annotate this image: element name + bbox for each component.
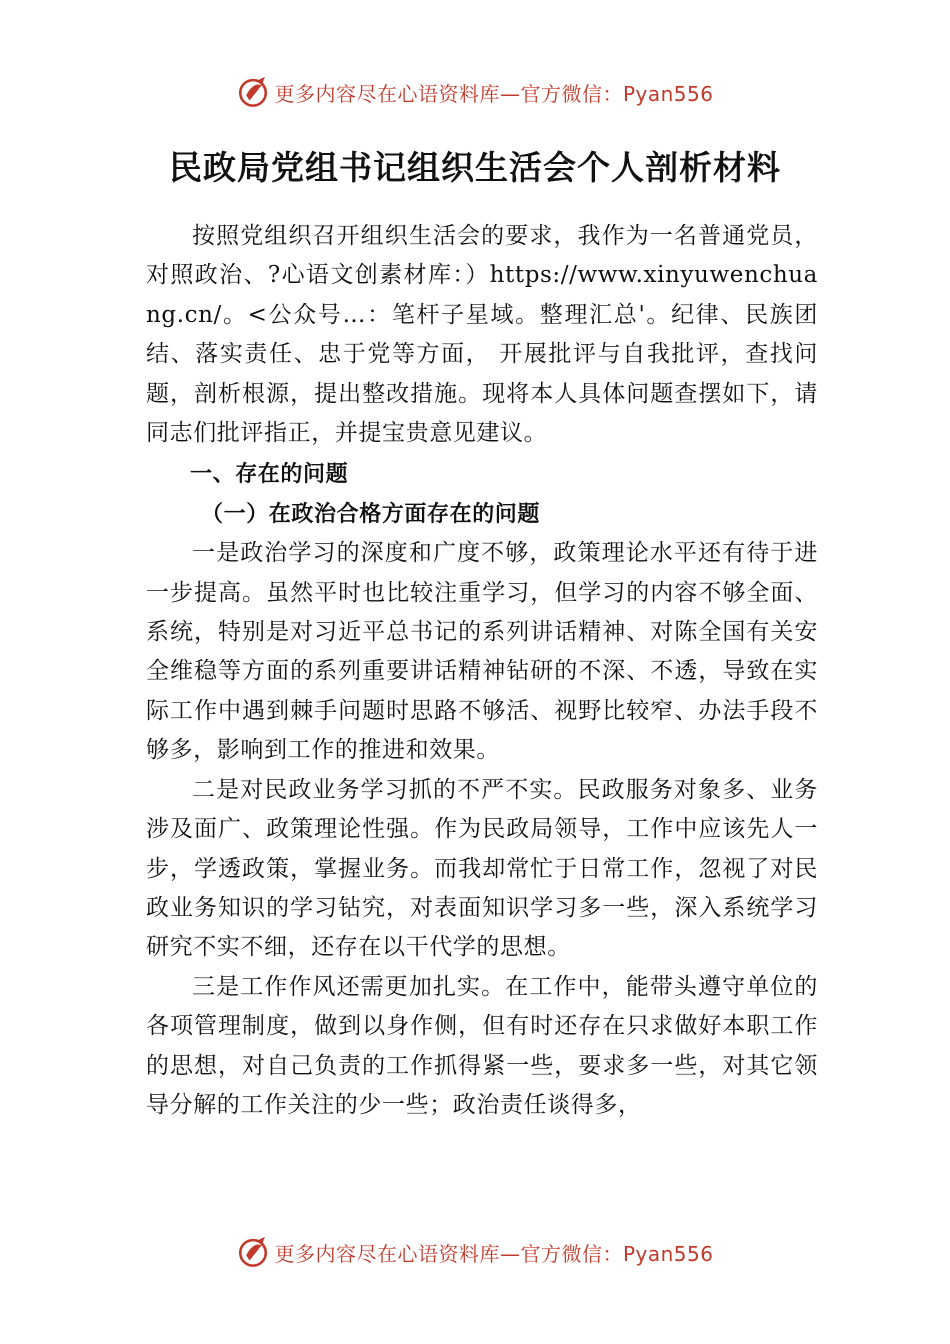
logo-icon bbox=[236, 75, 270, 109]
header-watermark-text: 更多内容尽在心语资料库—官方微信：Pyan556 bbox=[274, 81, 714, 106]
document-body bbox=[146, 217, 818, 1125]
document-title: 民政局党组书记组织生活会个人剖析材料 bbox=[169, 148, 781, 187]
section-heading: 一、存在的问题 bbox=[190, 462, 349, 488]
footer-watermark-text: 更多内容尽在心语资料库—官方微信：Pyan556 bbox=[274, 1241, 714, 1266]
footer-watermark bbox=[0, 1232, 950, 1272]
intro-paragraph: 按照党组织召开组织生活会的要求，我作为一名普通党员，对照政治、?心语文创素材库：）https://www.xinyuwenchuang.cn/。<公众号…：笔杆子星域。整理汇总'。纪律、民族团结、落实责任、忠于党等方面， 开展批评与自我批评，查找问题，剖析根源，提出整改措施。现将本人具体问题查摆如下，请同志们批评指正，并提宝贵意见建议。 bbox=[146, 223, 818, 447]
body-paragraph: 三是工作作风还需更加扎实。在工作中，能带头遵守单位的各项管理制度，做到以身作侧，但有时还存在只求做好本职工作的思想，对自己负责的工作抓得紧一些，要求多一些，对其它领导分解的工作关注的少一些；政治责任谈得多， bbox=[146, 973, 818, 1118]
header-watermark bbox=[0, 72, 950, 112]
logo-icon bbox=[236, 1235, 270, 1269]
body-paragraph: 一是政治学习的深度和广度不够，政策理论水平还有待于进一步提高。虽然平时也比较注重学习，但学习的内容不够全面、系统，特别是对习近平总书记的系列讲话精神、对陈全国有关安全维稳等方面的系列重要讲话精神钻研的不深、不透，导致在实际工作中遇到棘手问题时思路不够活、视野比较窄、办法手段不够多，影响到工作的推进和效果。 bbox=[146, 540, 818, 764]
body-paragraph: 二是对民政业务学习抓的不严不实。民政服务对象多、业务涉及面广、政策理论性强。作为民政局领导，工作中应该先人一步，学透政策，掌握业务。而我却常忙于日常工作，忽视了对民政业务知识的学习钻究，对表面知识学习多一些，深入系统学习研究不实不细，还存在以干代学的思想。 bbox=[146, 776, 818, 961]
subsection-heading: （一）在政治合格方面存在的问题 bbox=[201, 500, 541, 527]
